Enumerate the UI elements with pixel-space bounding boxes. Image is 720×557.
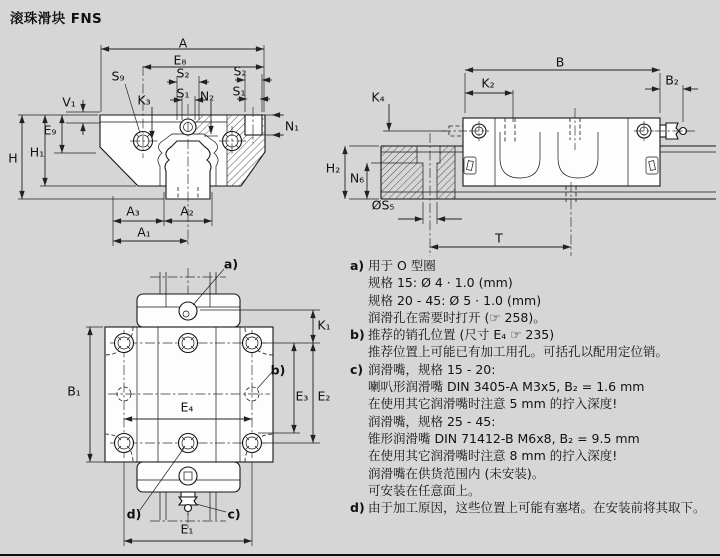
dim-B: B: [555, 54, 565, 70]
note-c-line-2: 在使用其它润滑嘴时注意 5 mm 的拧入深度!: [368, 396, 618, 412]
dim-K2: K₂: [481, 75, 495, 91]
callout-a: a): [223, 256, 239, 272]
callout-d: d): [126, 506, 142, 522]
notes-block: [350, 257, 718, 516]
note-label-d: d): [350, 500, 365, 516]
page-title: 滚珠滑块 FNS: [10, 11, 103, 27]
dim-S1-right: S₁: [232, 83, 246, 99]
note-b: [350, 326, 718, 361]
note-a-line-2: 规格 20 - 45: Ø 5 · 1.0 (mm): [368, 292, 542, 308]
dim-A2: A₂: [180, 203, 194, 219]
dim-K1: K₁: [317, 317, 331, 333]
note-b-line-0: 推荐的销孔位置 (尺寸 E₄ ☞ 235): [368, 327, 555, 343]
dim-E1: E₁: [180, 521, 194, 537]
callout-b: b): [270, 362, 286, 378]
dim-N1: N₁: [284, 118, 300, 134]
dim-S9: S₉: [111, 68, 125, 84]
dim-B2: B₂: [665, 72, 679, 88]
dim-E3: E₃: [295, 388, 309, 404]
note-label-c: c): [350, 361, 364, 377]
dim-N6: N₆: [349, 170, 365, 186]
note-c-line-7: 可安装在任意面上。: [368, 482, 481, 498]
dim-E9: E₉: [43, 122, 57, 138]
dim-K3: K₃: [137, 92, 151, 108]
note-a-line-3: 润滑孔在需要时打开 (☞ 258)。: [368, 309, 546, 325]
page-bottom-rule: [0, 554, 720, 556]
callout-c: c): [227, 506, 241, 522]
side-view: [345, 70, 716, 256]
note-a-line-1: 规格 15: Ø 4 · 1.0 (mm): [368, 275, 513, 291]
note-d-line-0: 由于加工原因，这些位置上可能有塞堵。在安装前将其取下。: [368, 500, 706, 516]
dim-A: A: [178, 35, 188, 51]
note-c-line-5: 在使用其它润滑嘴时注意 8 mm 的拧入深度!: [368, 448, 618, 464]
dim-E4: E₄: [180, 399, 194, 415]
dim-V1: V₁: [62, 94, 76, 110]
note-c-line-6: 润滑嘴在供货范围内 (未安装)。: [368, 465, 545, 481]
dim-A3: A₃: [126, 203, 140, 219]
note-label-a: a): [350, 258, 365, 273]
note-label-b: b): [350, 327, 365, 343]
dim-S1-left: S₁: [176, 85, 190, 101]
dim-S2-right: S₂: [233, 63, 247, 79]
dim-E2: E₂: [317, 388, 331, 404]
note-c-line-3: 润滑嘴，规格 25 - 45:: [368, 413, 496, 429]
dim-N2: N₂: [199, 88, 215, 104]
dim-H1: H₁: [29, 144, 45, 160]
dim-T: T: [495, 230, 503, 246]
top-view: [86, 268, 320, 546]
note-a: [350, 257, 718, 326]
dim-H: H: [8, 150, 18, 166]
dim-H2: H₂: [325, 160, 341, 176]
dim-E8: E₈: [173, 52, 187, 68]
dim-B1: B₁: [67, 383, 81, 399]
note-c: [350, 361, 718, 499]
dim-S2-left: S₂: [176, 65, 190, 81]
note-d: [350, 499, 718, 516]
dim-K4: K₄: [371, 89, 385, 105]
note-a-line-0: 用于 O 型圈: [368, 258, 436, 273]
dim-A1: A₁: [137, 224, 151, 240]
note-c-line-0: 润滑嘴，规格 15 - 20:: [368, 361, 496, 377]
note-b-line-1: 推荐位置上可能已有加工用孔。可括孔以配用定位销。: [368, 344, 669, 360]
dim-S5: ØS₅: [371, 197, 395, 213]
note-c-line-4: 锥形润滑嘴 DIN 71412-B M6x8, B₂ = 9.5 mm: [368, 430, 640, 446]
note-c-line-1: 喇叭形润滑嘴 DIN 3405-A M3x5, B₂ = 1.6 mm: [368, 379, 645, 395]
